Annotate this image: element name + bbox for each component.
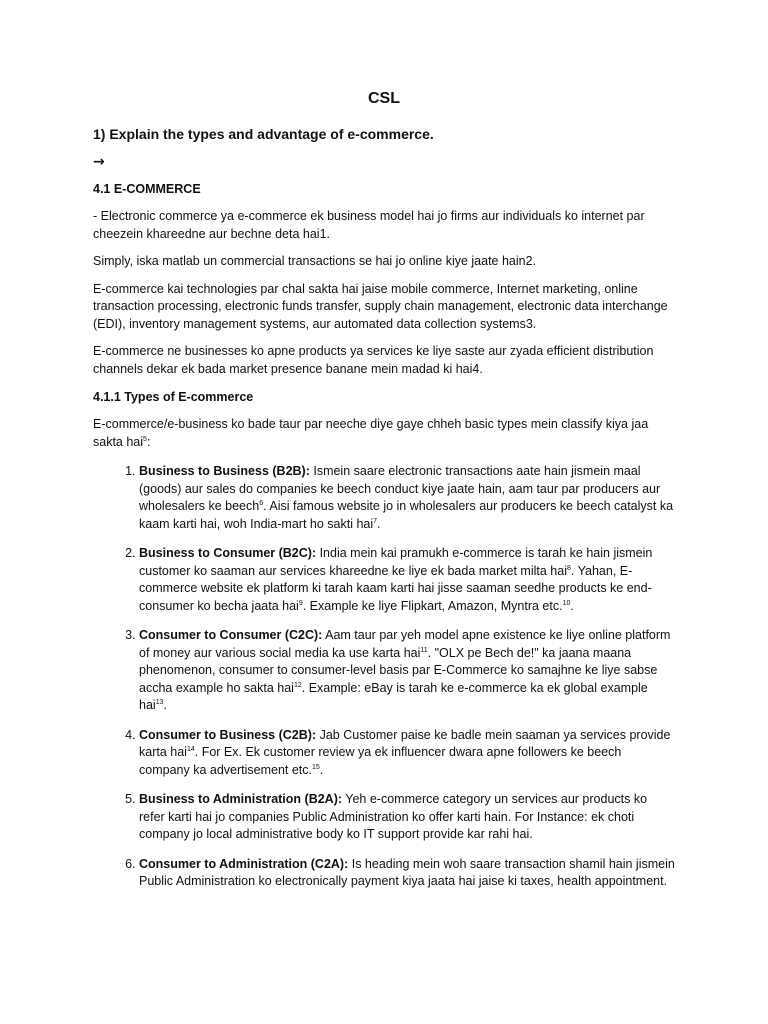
list-item-title: Consumer to Administration (C2A): xyxy=(139,856,349,871)
list-item xyxy=(139,463,675,533)
section-heading: 4.1 E-COMMERCE xyxy=(93,182,201,196)
list-item-text: Aam taur par yeh model apne existence ke liye online platform of money aur various social media ka use karta hai xyxy=(139,628,671,660)
list-item xyxy=(139,856,675,891)
list-item-text: . Yahan, E-commerce website ek platform ki tarah kaam karti hai jisse saaman seedhe products ke end-consumer ko becha jaata hai xyxy=(139,563,652,613)
list-item-text: Yeh e-commerce category un services aur products ko refer karti hai jo companies Public Administration ko offer karti hain. For Instance: ek choti company jo local administrative body ko IT support provide kar rahi hai. xyxy=(139,792,648,841)
footnote-ref: 5 xyxy=(143,435,147,443)
footnote-ref: 12 xyxy=(293,681,302,689)
list-item-text: India mein kai pramukh e-commerce is tarah ke hain jismein customer ko saaman aur services khareedne ke liye ek bada market milta hai xyxy=(139,546,653,578)
footnote-ref: 6 xyxy=(259,499,264,507)
footnote-ref: 9 xyxy=(298,599,303,607)
list-item-text: . xyxy=(570,598,574,613)
footnote-ref: 7 xyxy=(373,517,378,525)
footnote-ref: 8 xyxy=(566,564,571,572)
list-item-title: Business to Consumer (B2C): xyxy=(139,546,317,560)
list-item-text: . Aisi famous website jo in wholesalers aur producers ke beech catalyst ka kaam karti hai, woh India-mart ho sakti hai xyxy=(139,499,674,531)
paragraph-definition: - Electronic commerce ya e-commerce ek business model hai jo firms aur individuals ko internet par cheezein khareedne aur bechne deta hai1. xyxy=(93,209,645,241)
footnote-ref: 11 xyxy=(420,646,428,654)
paragraph-technologies: E-commerce kai technologies par chal sakta hai jaise mobile commerce, Internet marketing, online transaction processing, electronic funds transfer, supply chain management, electronic data interchange (EDI), inventory management systems, aur automated data collection systems3. xyxy=(93,281,668,331)
list-item-text: . Example ke liye Flipkart, Amazon, Myntra etc. xyxy=(302,598,563,613)
list-item xyxy=(139,627,675,715)
list-item-text: Is heading mein woh saare transaction shamil hain jismein Public Administration ko electronically payment kiya jaata hai jaise ki taxes, health appointment. xyxy=(139,856,675,888)
paragraph-benefits: E-commerce ne businesses ko apne products ya services ke liye saste aur zyada efficient distribution channels dekar ek bada market presence banane mein madad ki hai4. xyxy=(93,344,654,376)
types-list xyxy=(93,463,675,891)
footnote-ref: 10 xyxy=(562,599,571,607)
list-item-text: Jab Customer paise ke badle mein saaman ya services provide karta hai xyxy=(139,727,671,759)
list-item-text: Ismein saare electronic transactions aate hain jismein maal (goods) aur sales do companies ke beech conduct kiye jaate hain, aam taur par producers aur wholesalers ke beech xyxy=(139,464,661,513)
list-item-text: . xyxy=(377,516,381,531)
document-title: CSL xyxy=(368,90,400,107)
list-item-text: . Example: eBay is tarah ke e-commerce ka ek global example hai xyxy=(139,680,648,712)
question-heading: 1) Explain the types and advantage of e-commerce. xyxy=(93,126,434,142)
list-item xyxy=(139,791,675,844)
list-item-text: . "OLX pe Bech de!" ka jaana maana phenomenon, consumer to consumer-level basis par E-Commerce ko samajhne ke liye sabse accha example ho sakta hai xyxy=(139,645,658,695)
list-item-title: Consumer to Business (C2B): xyxy=(139,727,317,742)
list-item-text: . xyxy=(319,762,324,777)
paragraph-types-intro xyxy=(93,416,675,451)
list-item-text: . For Ex. Ek customer review ya ek influencer dwara apne followers ke beech company ka advertisement etc. xyxy=(139,745,622,777)
footnote-ref: 13 xyxy=(155,698,164,706)
list-item-title: Business to Business (B2B): xyxy=(139,464,310,478)
list-item-title: Consumer to Consumer (C2C): xyxy=(139,628,323,642)
subsection-heading: 4.1.1 Types of E-commerce xyxy=(93,390,254,404)
paragraph-simply: Simply, iska matlab un commercial transactions se hai jo online kiye jaate hain2. xyxy=(93,254,537,268)
right-arrow-icon: → xyxy=(93,154,105,170)
list-item xyxy=(139,545,675,615)
footnote-ref: 15 xyxy=(312,763,320,771)
list-item-title: Business to Administration (B2A): xyxy=(139,792,343,806)
types-intro-end: : xyxy=(146,434,151,449)
footnote-ref: 14 xyxy=(186,745,195,753)
list-item xyxy=(139,727,675,780)
types-intro-text: E-commerce/e-business ko bade taur par neeche diye gaye chheh basic types mein classify kiya jaa sakta hai xyxy=(93,417,649,449)
list-item-text: . xyxy=(163,698,167,712)
